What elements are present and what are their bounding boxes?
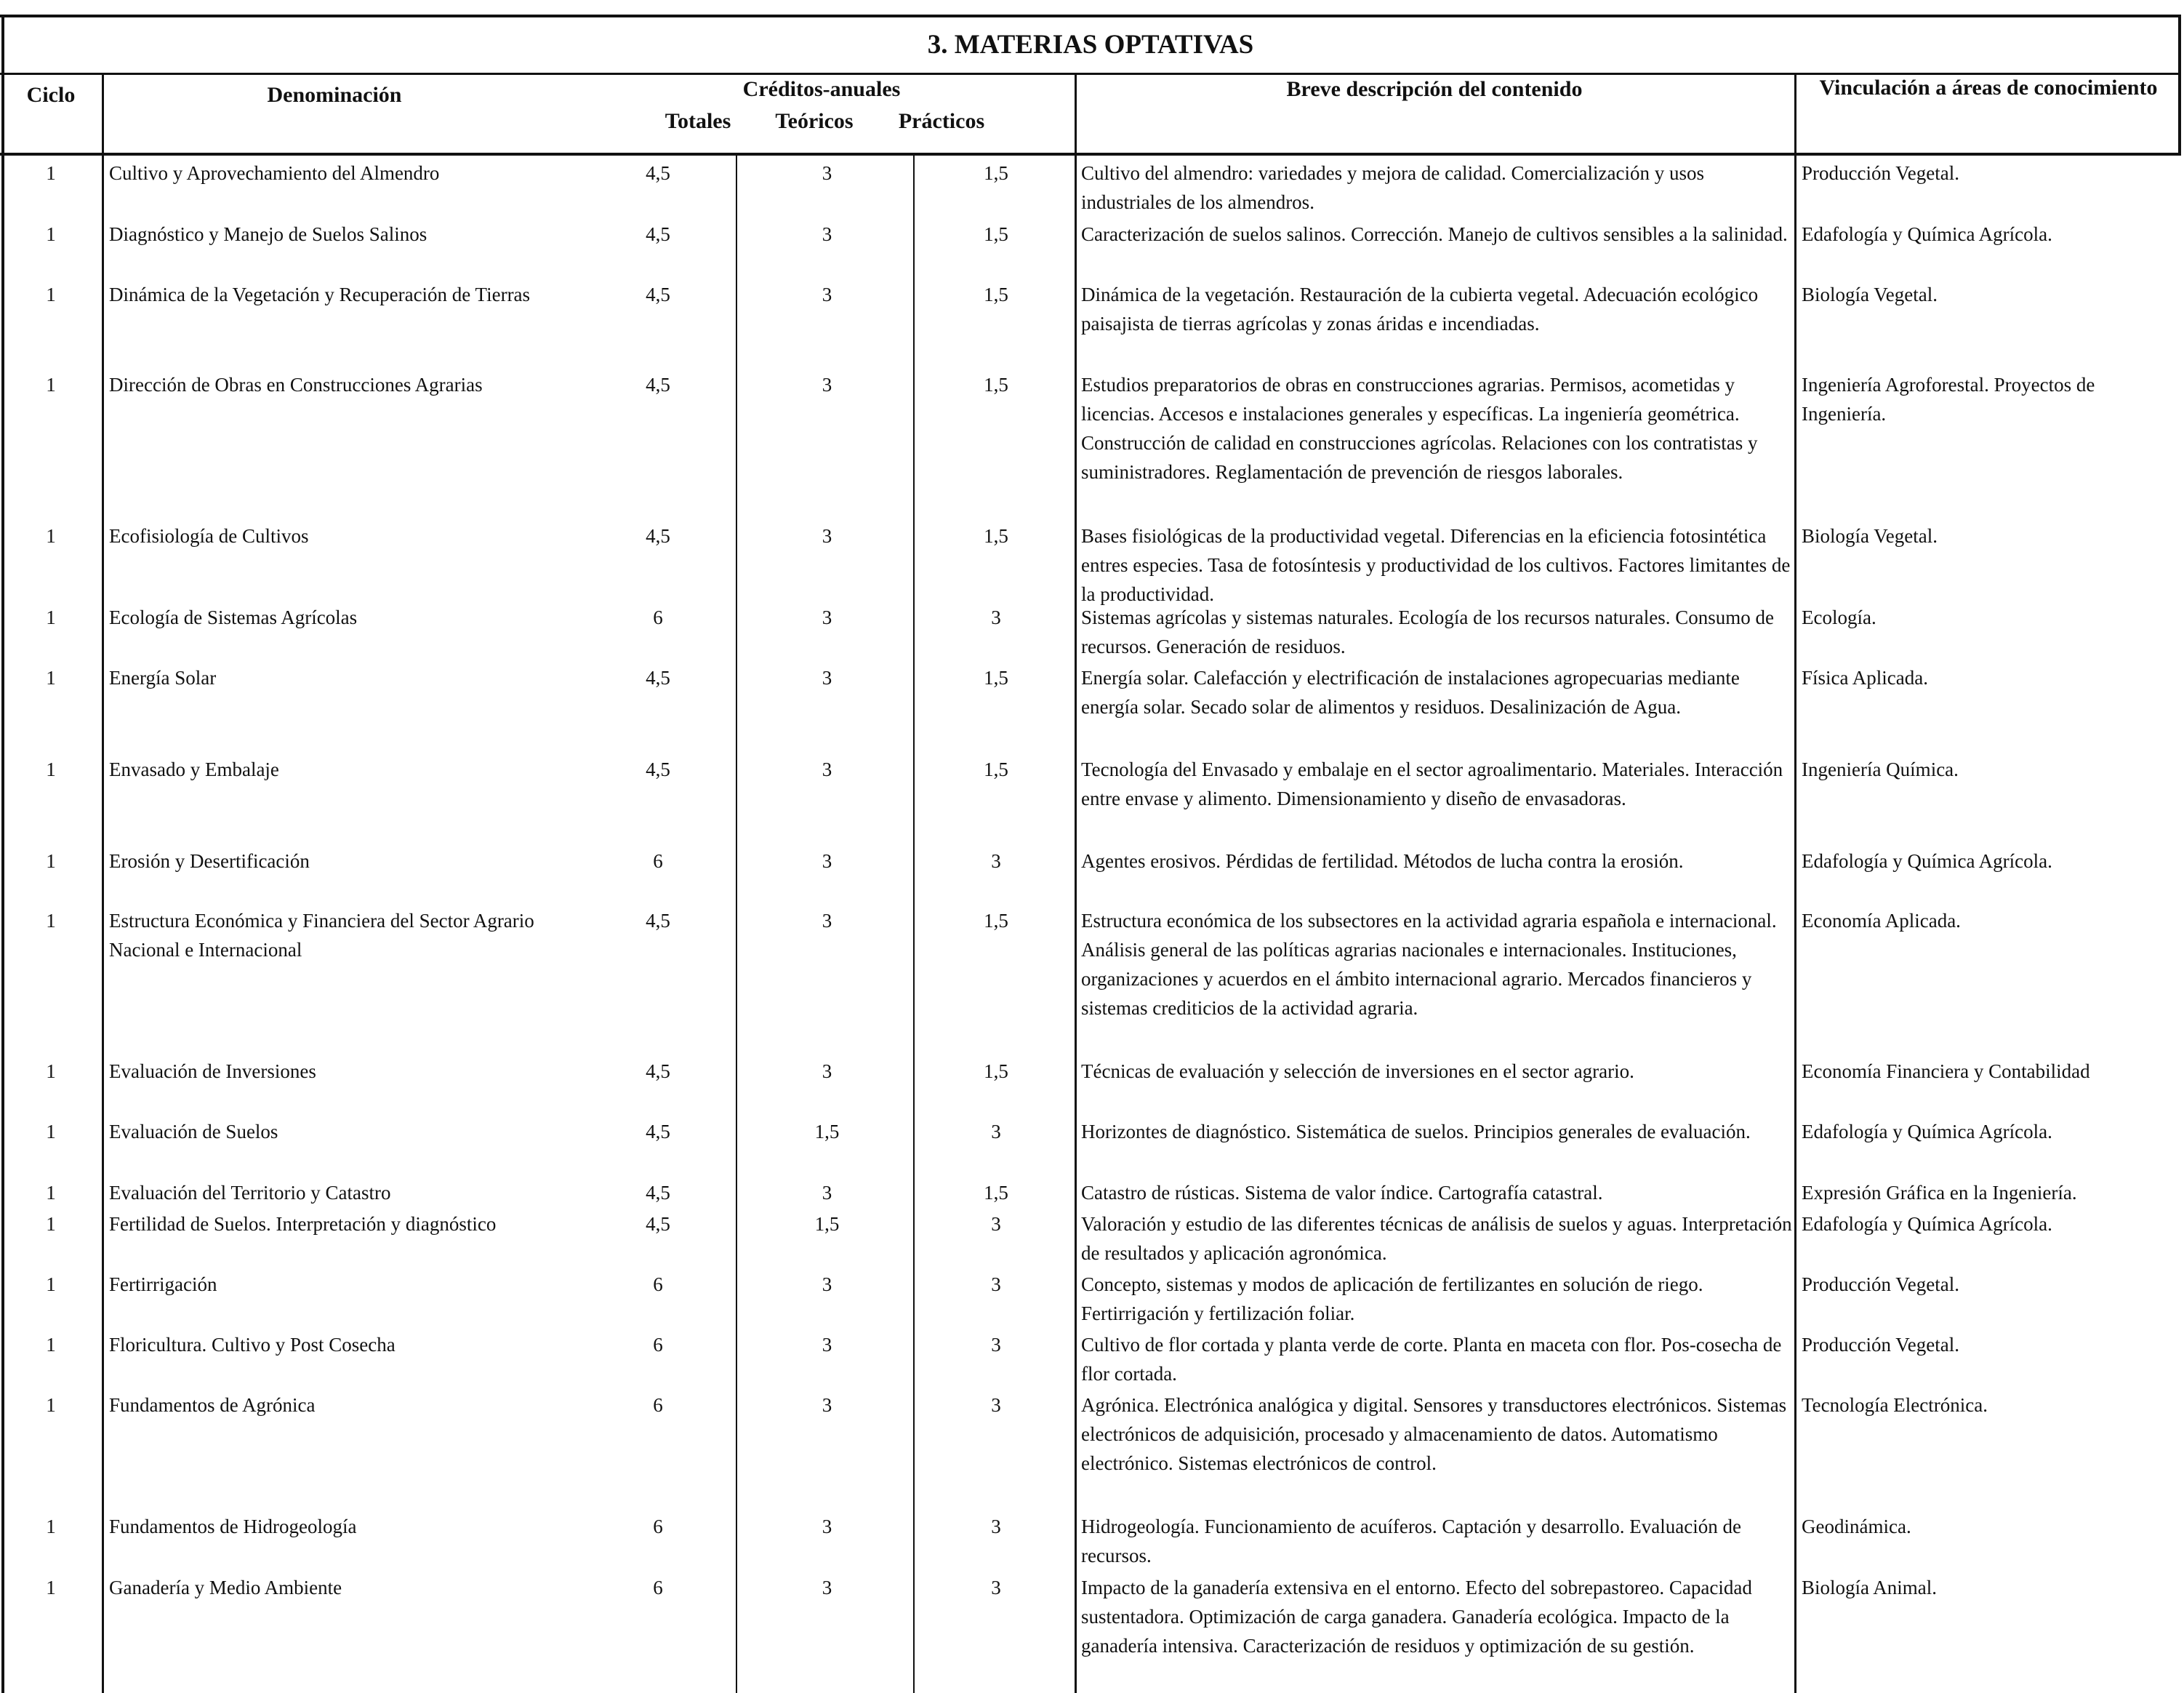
teoricos-cell: 3 <box>822 1394 832 1416</box>
denominacion-cell: Ecofisiología de Cultivos <box>109 525 309 547</box>
totales-cell: 4,5 <box>646 1213 670 1235</box>
descripcion-cell: Energía solar. Calefacción y electrificación de instalaciones agropecuarias mediante energía solar. Secado solar de alimentos y residuos. Desalinización de Agua. <box>1081 667 1740 718</box>
ciclo-cell: 1 <box>46 1060 56 1082</box>
descripcion-cell: Catastro de rústicas. Sistema de valor índice. Cartografía catastral. <box>1081 1182 1603 1204</box>
practicos-cell: 1,5 <box>984 284 1008 305</box>
ciclo-cell: 1 <box>46 1182 56 1204</box>
totales-cell: 4,5 <box>646 1060 670 1082</box>
ciclo-cell: 1 <box>46 910 56 932</box>
ciclo-cell: 1 <box>46 1394 56 1416</box>
header-denominacion: Denominación <box>267 83 402 107</box>
vinculacion-cell: Edafología y Química Agrícola. <box>1802 223 2052 245</box>
practicos-cell: 3 <box>991 1213 1001 1235</box>
practicos-cell: 1,5 <box>984 223 1008 245</box>
practicos-cell: 1,5 <box>984 1060 1008 1082</box>
teoricos-cell: 3 <box>822 1182 832 1204</box>
descripcion-cell: Caracterización de suelos salinos. Corrección. Manejo de cultivos sensibles a la salinidad. <box>1081 223 1788 245</box>
header-totales: Totales <box>665 109 731 133</box>
denominacion-cell: Fundamentos de Agrónica <box>109 1394 316 1416</box>
descripcion-cell: Cultivo de flor cortada y planta verde de corte. Planta en maceta con flor. Pos-cosecha de flor cortada. <box>1081 1334 1782 1385</box>
ciclo-cell: 1 <box>46 1334 56 1356</box>
practicos-cell: 3 <box>991 1273 1001 1295</box>
denominacion-cell: Evaluación del Territorio y Catastro <box>109 1182 391 1204</box>
denominacion-cell: Fundamentos de Hidrogeología <box>109 1516 357 1537</box>
denominacion-cell: Evaluación de Inversiones <box>109 1060 316 1082</box>
practicos-cell: 1,5 <box>984 759 1008 780</box>
vinculacion-cell: Ingeniería Química. <box>1802 759 1959 780</box>
ciclo-cell: 1 <box>46 1273 56 1295</box>
header-creditos: Créditos-anuales <box>742 77 901 101</box>
denominacion-cell: Dinámica de la Vegetación y Recuperación de Tierras <box>109 284 531 305</box>
grid-line <box>736 156 737 1693</box>
denominacion-cell: Floricultura. Cultivo y Post Cosecha <box>109 1334 396 1356</box>
grid-line <box>0 153 2181 156</box>
denominacion-cell: Estructura Económica y Financiera del Sector Agrario Nacional e Internacional <box>109 910 534 961</box>
ciclo-cell: 1 <box>46 667 56 689</box>
practicos-cell: 3 <box>991 1577 1001 1598</box>
totales-cell: 4,5 <box>646 525 670 547</box>
vinculacion-cell: Tecnología Electrónica. <box>1802 1394 1988 1416</box>
header-practicos: Prácticos <box>898 109 985 133</box>
grid-line <box>102 73 104 1693</box>
teoricos-cell: 3 <box>822 1334 832 1356</box>
denominacion-cell: Ganadería y Medio Ambiente <box>109 1577 342 1598</box>
teoricos-cell: 3 <box>822 1060 832 1082</box>
vinculacion-cell: Edafología y Química Agrícola. <box>1802 850 2052 872</box>
vinculacion-cell: Ingeniería Agroforestal. Proyectos de Ingeniería. <box>1802 374 2095 425</box>
teoricos-cell: 3 <box>822 1577 832 1598</box>
totales-cell: 6 <box>653 607 663 628</box>
practicos-cell: 1,5 <box>984 667 1008 689</box>
totales-cell: 4,5 <box>646 162 670 184</box>
teoricos-cell: 3 <box>822 910 832 932</box>
totales-cell: 4,5 <box>646 910 670 932</box>
vinculacion-cell: Geodinámica. <box>1802 1516 1911 1537</box>
vinculacion-cell: Producción Vegetal. <box>1802 1273 1959 1295</box>
vinculacion-cell: Producción Vegetal. <box>1802 162 1959 184</box>
practicos-cell: 1,5 <box>984 910 1008 932</box>
practicos-cell: 3 <box>991 1121 1001 1142</box>
descripcion-cell: Concepto, sistemas y modos de aplicación de fertilizantes en solución de riego. Fertirrigación y fertilización foliar. <box>1081 1273 1703 1324</box>
totales-cell: 6 <box>653 1577 663 1598</box>
denominacion-cell: Erosión y Desertificación <box>109 850 310 872</box>
ciclo-cell: 1 <box>46 374 56 396</box>
practicos-cell: 3 <box>991 1334 1001 1356</box>
totales-cell: 6 <box>653 1273 663 1295</box>
descripcion-cell: Dinámica de la vegetación. Restauración de la cubierta vegetal. Adecuación ecológico paisajista de tierras agrícolas y zonas áridas e incendiadas. <box>1081 284 1759 335</box>
vinculacion-cell: Expresión Gráfica en la Ingeniería. <box>1802 1182 2077 1204</box>
vinculacion-cell: Edafología y Química Agrícola. <box>1802 1121 2052 1142</box>
practicos-cell: 1,5 <box>984 374 1008 396</box>
vinculacion-cell: Biología Vegetal. <box>1802 525 1938 547</box>
teoricos-cell: 3 <box>822 607 832 628</box>
denominacion-cell: Ecología de Sistemas Agrícolas <box>109 607 358 628</box>
practicos-cell: 3 <box>991 850 1001 872</box>
ciclo-cell: 1 <box>46 759 56 780</box>
teoricos-cell: 3 <box>822 1516 832 1537</box>
grid-line <box>1794 73 1796 1693</box>
practicos-cell: 1,5 <box>984 1182 1008 1204</box>
totales-cell: 4,5 <box>646 223 670 245</box>
descripcion-cell: Tecnología del Envasado y embalaje en el sector agroalimentario. Materiales. Interacción entre envase y alimento. Dimensionamiento y diseño de envasadoras. <box>1081 759 1783 809</box>
denominacion-cell: Evaluación de Suelos <box>109 1121 278 1142</box>
denominacion-cell: Energía Solar <box>109 667 217 689</box>
totales-cell: 6 <box>653 1334 663 1356</box>
vinculacion-cell: Física Aplicada. <box>1802 667 1928 689</box>
teoricos-cell: 3 <box>822 525 832 547</box>
descripcion-cell: Valoración y estudio de las diferentes técnicas de análisis de suelos y aguas. Interpretación de resultados y aplicación agronómica. <box>1081 1213 1792 1264</box>
descripcion-cell: Estudios preparatorios de obras en construcciones agrarias. Permisos, acometidas y licencias. Accesos e instalaciones generales y específicas. La ingeniería geométrica. Construcción de calidad en construcciones agrícolas. Relaciones con los contratistas y suministradores. Reglamentación de prevención de riesgos laborales. <box>1081 374 1758 483</box>
denominacion-cell: Cultivo y Aprovechamiento del Almendro <box>109 162 440 184</box>
vinculacion-cell: Economía Financiera y Contabilidad <box>1802 1060 2090 1082</box>
descripcion-cell: Hidrogeología. Funcionamiento de acuíferos. Captación y desarrollo. Evaluación de recursos. <box>1081 1516 1741 1566</box>
ciclo-cell: 1 <box>46 850 56 872</box>
ciclo-cell: 1 <box>46 607 56 628</box>
ciclo-cell: 1 <box>46 162 56 184</box>
descripcion-cell: Sistemas agrícolas y sistemas naturales. Ecología de los recursos naturales. Consumo de recursos. Generación de residuos. <box>1081 607 1775 657</box>
practicos-cell: 3 <box>991 1394 1001 1416</box>
teoricos-cell: 3 <box>822 1273 832 1295</box>
teoricos-cell: 1,5 <box>814 1213 840 1235</box>
totales-cell: 4,5 <box>646 1182 670 1204</box>
descripcion-cell: Impacto de la ganadería extensiva en el entorno. Efecto del sobrepastoreo. Capacidad sustentadora. Optimización de carga ganadera. Ganadería ecológica. Impacto de la ganadería intensiva. Caracterización de residuos y optimización de su gestión. <box>1081 1577 1752 1657</box>
ciclo-cell: 1 <box>46 223 56 245</box>
practicos-cell: 1,5 <box>984 525 1008 547</box>
ciclo-cell: 1 <box>46 1121 56 1142</box>
teoricos-cell: 3 <box>822 374 832 396</box>
header-teoricos: Teóricos <box>775 109 854 133</box>
ciclo-cell: 1 <box>46 284 56 305</box>
vinculacion-cell: Producción Vegetal. <box>1802 1334 1959 1356</box>
denominacion-cell: Dirección de Obras en Construcciones Agrarias <box>109 374 483 396</box>
totales-cell: 4,5 <box>646 667 670 689</box>
grid-line <box>1075 73 1077 1693</box>
teoricos-cell: 3 <box>822 667 832 689</box>
vinculacion-cell: Biología Animal. <box>1802 1577 1937 1598</box>
header-descripcion: Breve descripción del contenido <box>1286 77 1583 101</box>
denominacion-cell: Fertilidad de Suelos. Interpretación y diagnóstico <box>109 1213 497 1235</box>
totales-cell: 6 <box>653 850 663 872</box>
practicos-cell: 3 <box>991 1516 1001 1537</box>
totales-cell: 4,5 <box>646 1121 670 1142</box>
vinculacion-cell: Ecología. <box>1802 607 1876 628</box>
teoricos-cell: 3 <box>822 284 832 305</box>
descripcion-cell: Agentes erosivos. Pérdidas de fertilidad. Métodos de lucha contra la erosión. <box>1081 850 1684 872</box>
teoricos-cell: 1,5 <box>814 1121 840 1142</box>
header-ciclo: Ciclo <box>26 83 76 107</box>
denominacion-cell: Envasado y Embalaje <box>109 759 279 780</box>
totales-cell: 6 <box>653 1516 663 1537</box>
ciclo-cell: 1 <box>46 1213 56 1235</box>
teoricos-cell: 3 <box>822 759 832 780</box>
teoricos-cell: 3 <box>822 162 832 184</box>
totales-cell: 6 <box>653 1394 663 1416</box>
descripcion-cell: Técnicas de evaluación y selección de inversiones en el sector agrario. <box>1081 1060 1634 1082</box>
ciclo-cell: 1 <box>46 1516 56 1537</box>
vinculacion-cell: Economía Aplicada. <box>1802 910 1961 932</box>
denominacion-cell: Fertirrigación <box>109 1273 217 1295</box>
grid-line <box>0 15 2181 17</box>
descripcion-cell: Bases fisiológicas de la productividad vegetal. Diferencias en la eficiencia fotosintética entres especies. Tasa de fotosíntesis y productividad de los cultivos. Factores limitantes de la productividad. <box>1081 525 1791 605</box>
teoricos-cell: 3 <box>822 223 832 245</box>
vinculacion-cell: Biología Vegetal. <box>1802 284 1938 305</box>
header-vinculacion: Vinculación a áreas de conocimiento <box>1819 76 2158 100</box>
descripcion-cell: Estructura económica de los subsectores en la actividad agraria española e internacional. Análisis general de las políticas agrarias nacionales e internacionales. Instituciones, organizaciones y acuerdos en el ámbito internacional agrario. Mercados financieros y sistemas crediticios de la actividad agraria. <box>1081 910 1777 1019</box>
ciclo-cell: 1 <box>46 1577 56 1598</box>
practicos-cell: 1,5 <box>984 162 1008 184</box>
totales-cell: 4,5 <box>646 759 670 780</box>
descripcion-cell: Cultivo del almendro: variedades y mejora de calidad. Comercialización y usos industriales de los almendros. <box>1081 162 1704 213</box>
practicos-cell: 3 <box>991 607 1001 628</box>
descripcion-cell: Agrónica. Electrónica analógica y digital. Sensores y transductores electrónicos. Sistemas electrónicos de adquisición, procesado y almacenamiento de datos. Automatismo electrónico. Sistemas electrónicos de control. <box>1081 1394 1787 1474</box>
vinculacion-cell: Edafología y Química Agrícola. <box>1802 1213 2052 1235</box>
page-title: 3. MATERIAS OPTATIVAS <box>927 30 1254 60</box>
grid-line <box>913 156 915 1693</box>
totales-cell: 4,5 <box>646 374 670 396</box>
descripcion-cell: Horizontes de diagnóstico. Sistemática de suelos. Principios generales de evaluación. <box>1081 1121 1751 1142</box>
totales-cell: 4,5 <box>646 284 670 305</box>
ciclo-cell: 1 <box>46 525 56 547</box>
teoricos-cell: 3 <box>822 850 832 872</box>
denominacion-cell: Diagnóstico y Manejo de Suelos Salinos <box>109 223 427 245</box>
grid-line <box>0 73 2181 75</box>
